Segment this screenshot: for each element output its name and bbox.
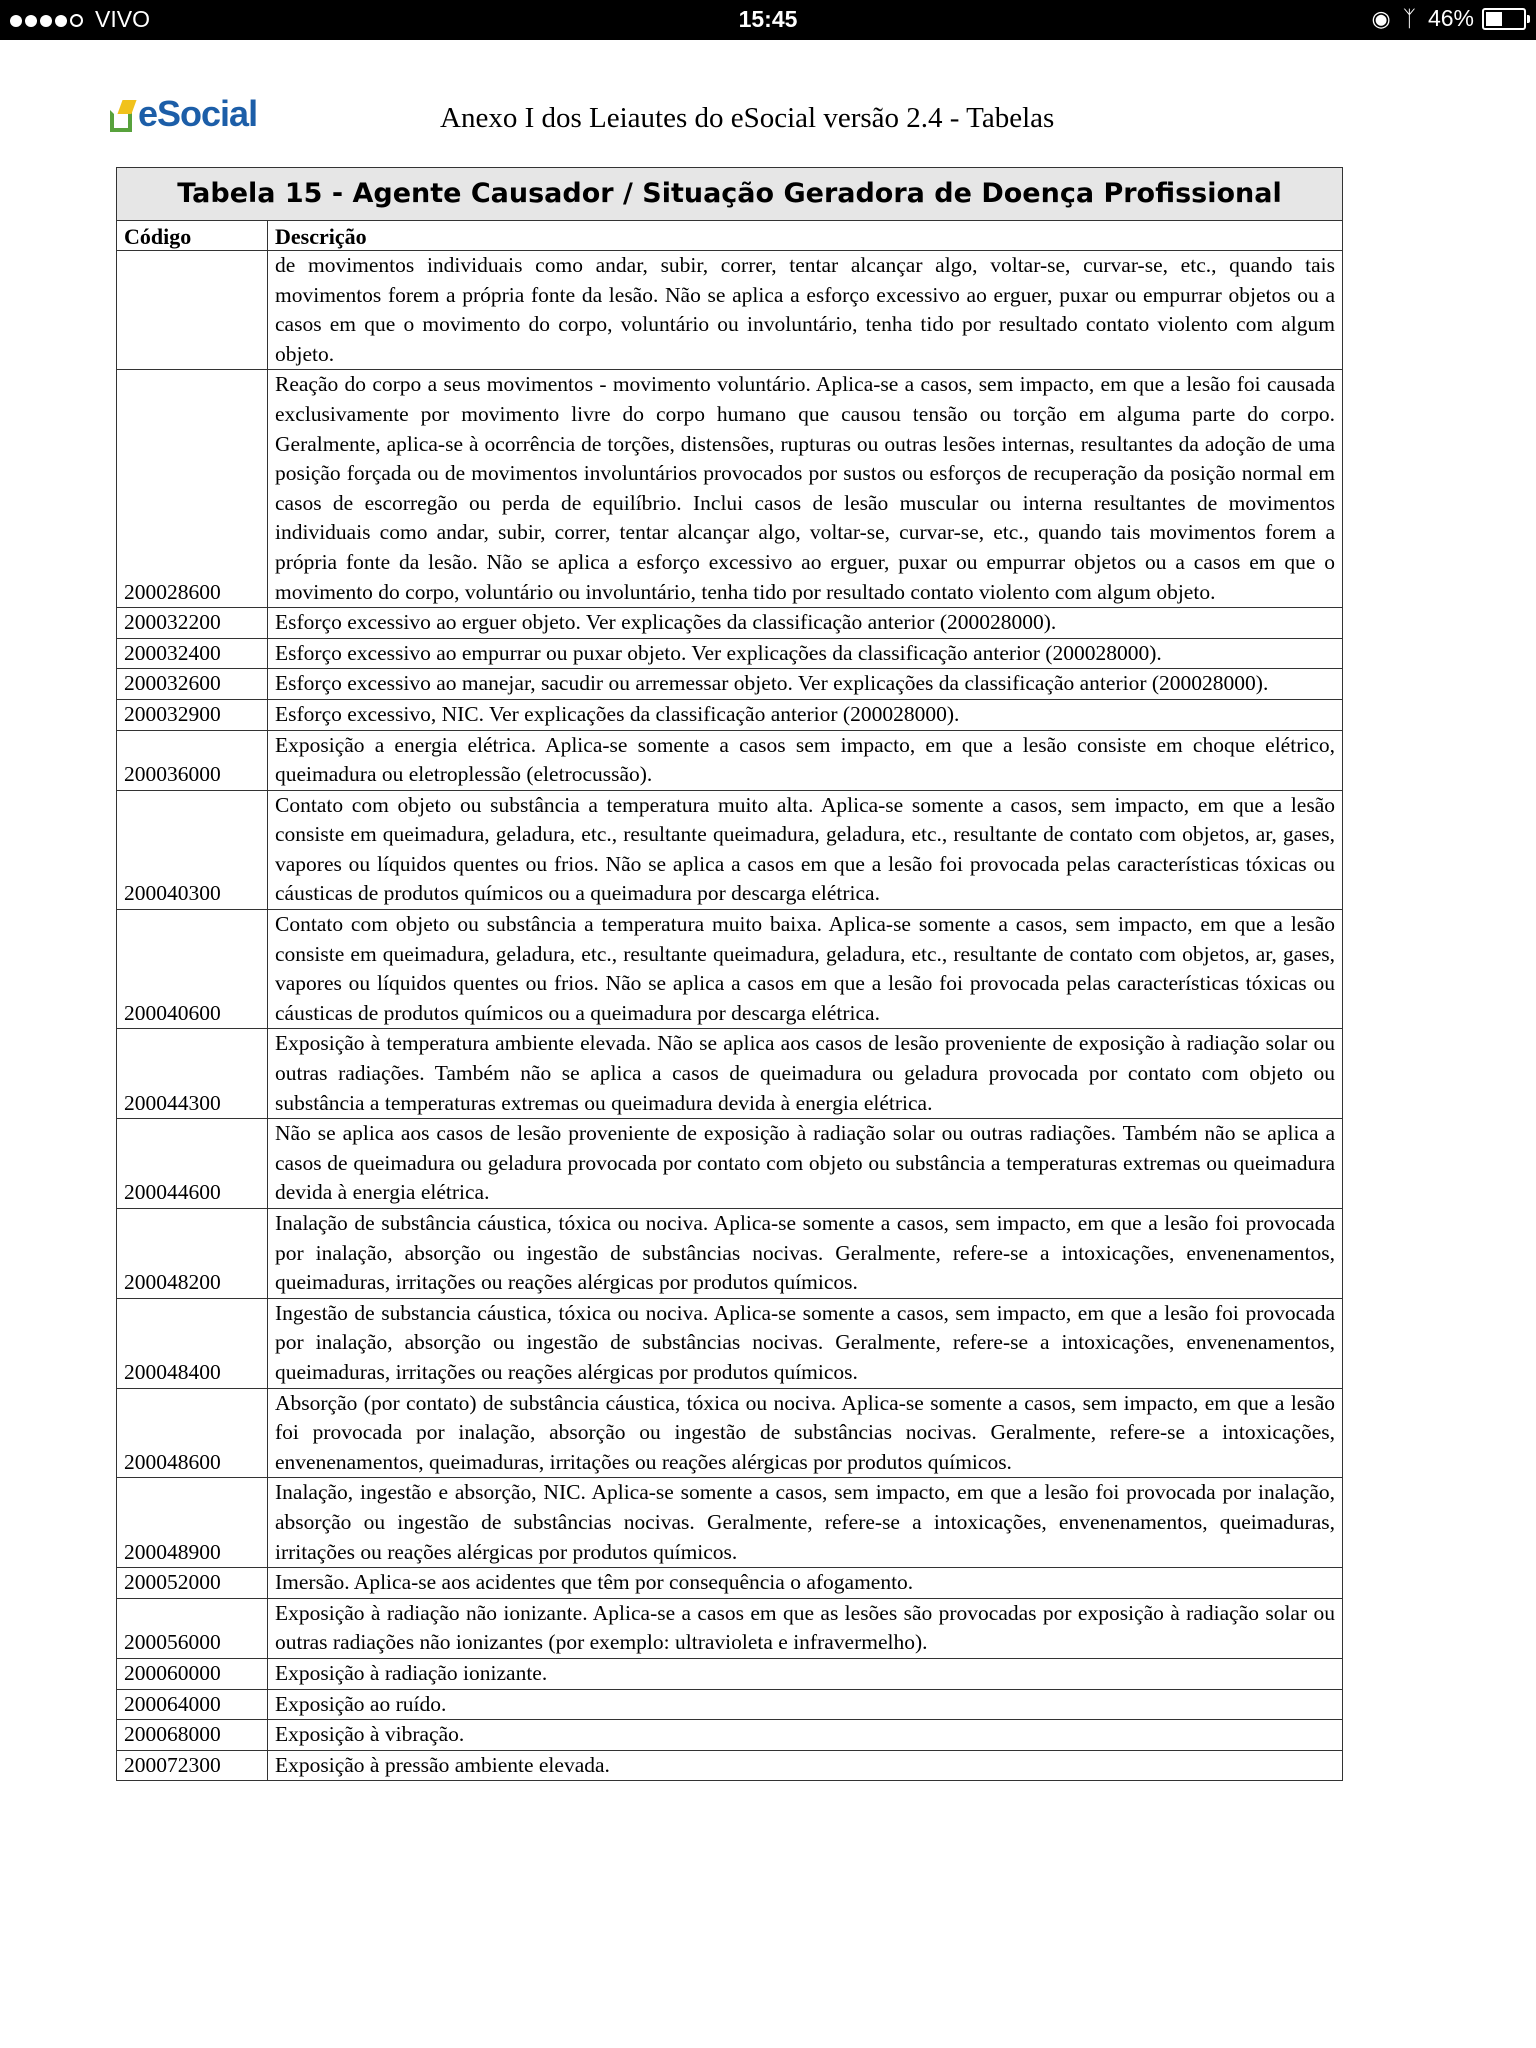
table-row [117,638,1343,669]
row-code: 200068000 [117,1720,268,1751]
row-description: Esforço excessivo ao erguer objeto. Ver explicações da classificação anterior (200028000). [268,608,1343,639]
table-row [117,699,1343,730]
lock-rotation-icon: ◉ [1371,5,1391,31]
esocial-logo-icon [110,100,136,132]
table-row [117,730,1343,790]
table-row [117,251,1343,370]
row-code: 200052000 [117,1568,268,1599]
row-code: 200060000 [117,1658,268,1689]
logo-text: eSocial [138,93,258,134]
row-description: Esforço excessivo ao empurrar ou puxar objeto. Ver explicações da classificação anterior (200028000). [268,638,1343,669]
row-description: Não se aplica aos casos de lesão proveniente de exposição à radiação solar ou outras radiações. Também não se aplica a casos de queimadura ou geladura provocada por contato com objeto ou substância a temperaturas extremas ou queimadura devida à energia elétrica. [268,1119,1343,1209]
table-title: Tabela 15 - Agente Causador / Situação Geradora de Doença Profissional [117,168,1343,221]
row-code: 200056000 [117,1598,268,1658]
row-description: Exposição a energia elétrica. Aplica-se somente a casos sem impacto, em que a lesão consiste em choque elétrico, queimadura ou eletroplessão (eletrocussão). [268,730,1343,790]
table-row [117,1298,1343,1388]
row-description: Imersão. Aplica-se aos acidentes que têm por consequência o afogamento. [268,1568,1343,1599]
carrier-name: VIVO [95,6,150,32]
row-code: 200040600 [117,910,268,1029]
row-description: Exposição ao ruído. [268,1689,1343,1720]
table-row [117,1388,1343,1478]
row-description: Esforço excessivo, NIC. Ver explicações da classificação anterior (200028000). [268,699,1343,730]
row-code: 200048600 [117,1388,268,1478]
status-right [1372,5,1526,32]
agent-table [116,167,1343,1781]
table-row [117,1029,1343,1119]
row-description: Exposição à vibração. [268,1720,1343,1751]
row-code: 200064000 [117,1689,268,1720]
table-row [117,1119,1343,1209]
row-description: Inalação de substância cáustica, tóxica ou nociva. Aplica-se somente a casos, sem impacto, em que a lesão foi provocada por inalação, absorção ou ingestão de substâncias nocivas. Geralmente, refere-se a intoxicações, envenenamentos, queimaduras, irritações ou reações alérgicas por produtos químicos. [268,1209,1343,1299]
row-code: 200032200 [117,608,268,639]
bluetooth-icon: ᛉ [1402,5,1416,31]
table-row [117,790,1343,909]
table-row [117,1209,1343,1299]
battery-icon [1482,8,1526,30]
row-description: de movimentos individuais como andar, subir, correr, tentar alcançar algo, voltar-se, curvar-se, etc., quando tais movimentos forem a própria fonte da lesão. Não se aplica a esforço excessivo ao erguer, puxar ou empurrar objetos ou a casos em que o movimento do corpo, voluntário ou involuntário, tenha tido por resultado contato violento com algum objeto. [268,251,1343,370]
row-description: Reação do corpo a seus movimentos - movimento voluntário. Aplica-se a casos, sem impacto, em que a lesão foi causada exclusivamente por movimento livre do corpo humano que causou tensão ou torção em alguma parte do corpo. Geralmente, aplica-se à ocorrência de torções, distensões, rupturas ou outras lesões internas, resultantes da adoção de uma posição forçada ou de movimentos involuntários provocados por sustos ou esforços de recuperação da posição normal em casos de escorregão ou perda de equilíbrio. Inclui casos de lesão muscular ou interna resultantes de movimentos individuais como andar, subir, correr, tentar alcançar algo, voltar-se, curvar-se, etc., quando tais movimentos forem a própria fonte da lesão. Não se aplica a esforço excessivo ao erguer, puxar ou empurrar objetos ou a casos em que o movimento do corpo, voluntário ou involuntário, tenha tido por resultado contato violento com algum objeto. [268,370,1343,608]
row-code: 200048900 [117,1478,268,1568]
row-code: 200032900 [117,699,268,730]
column-header-description: Descrição [268,221,1343,251]
row-description: Ingestão de substancia cáustica, tóxica ou nociva. Aplica-se somente a casos, sem impacto, em que a lesão foi provocada por inalação, absorção ou ingestão de substâncias nocivas. Geralmente, refere-se a intoxicações, envenenamentos, queimaduras, irritações ou reações alérgicas por produtos químicos. [268,1298,1343,1388]
row-code: 200048200 [117,1209,268,1299]
esocial-logo [110,93,258,134]
table-row [117,1658,1343,1689]
row-code [117,251,268,370]
table-row [117,1750,1343,1781]
row-description: Inalação, ingestão e absorção, NIC. Aplica-se somente a casos, sem impacto, em que a lesão foi provocada por inalação, absorção ou ingestão de substâncias nocivas. Geralmente, refere-se a intoxicações, envenenamentos, queimaduras, irritações ou reações alérgicas por produtos químicos. [268,1478,1343,1568]
battery-percent: 46% [1427,5,1474,31]
table-row [117,1689,1343,1720]
status-time: 15:45 [738,6,798,32]
table-row [117,1720,1343,1751]
row-code: 200032400 [117,638,268,669]
row-code: 200044300 [117,1029,268,1119]
row-description: Contato com objeto ou substância a temperatura muito baixa. Aplica-se somente a casos, sem impacto, em que a lesão consiste em queimadura, geladura, etc., resultante queimadura, geladura, etc., resultante de contato com objetos, ar, gases, vapores ou líquidos quentes ou frios. Não se aplica a casos em que a lesão foi provocada pelas características tóxicas ou cáusticas de produtos químicos ou a queimadura por descarga elétrica. [268,910,1343,1029]
row-description: Absorção (por contato) de substância cáustica, tóxica ou nociva. Aplica-se somente a casos, sem impacto, em que a lesão foi provocada por inalação, absorção ou ingestão de substâncias nocivas. Geralmente, refere-se a intoxicações, envenenamentos, queimaduras, irritações ou reações alérgicas por produtos químicos. [268,1388,1343,1478]
row-description: Exposição à radiação não ionizante. Aplica-se a casos em que as lesões são provocadas por exposição à radiação solar ou outras radiações não ionizantes (por exemplo: ultravioleta e infravermelho). [268,1598,1343,1658]
column-header-code: Código [117,221,268,251]
table-row [117,669,1343,700]
table-row [117,910,1343,1029]
table-row [117,370,1343,608]
document-title: Anexo I dos Leiautes do eSocial versão 2.4 - Tabelas [440,102,1055,134]
row-code: 200036000 [117,730,268,790]
row-code: 200032600 [117,669,268,700]
table-container [116,167,1343,1781]
table-row [117,1478,1343,1568]
row-description: Esforço excessivo ao manejar, sacudir ou arremessar objeto. Ver explicações da classificação anterior (200028000). [268,669,1343,700]
row-description: Exposição à pressão ambiente elevada. [268,1750,1343,1781]
table-row [117,1598,1343,1658]
row-code: 200072300 [117,1750,268,1781]
table-body [117,251,1343,1781]
status-bar [0,0,1536,40]
row-description: Exposição à temperatura ambiente elevada. Não se aplica aos casos de lesão proveniente de exposição à radiação solar ou outras radiações. Também não se aplica a casos de queimadura ou geladura provocada por contato com objeto ou substância a temperaturas extremas ou queimadura devida à energia elétrica. [268,1029,1343,1119]
row-code: 200044600 [117,1119,268,1209]
row-description: Contato com objeto ou substância a temperatura muito alta. Aplica-se somente a casos, sem impacto, em que a lesão consiste em queimadura, geladura, etc., resultante queimadura, geladura, etc., resultante de contato com objetos, ar, gases, vapores ou líquidos quentes ou frios. Não se aplica a casos em que a lesão foi provocada pelas características tóxicas ou cáusticas de produtos químicos ou a queimadura por descarga elétrica. [268,790,1343,909]
row-code: 200040300 [117,790,268,909]
row-code: 200048400 [117,1298,268,1388]
row-description: Exposição à radiação ionizante. [268,1658,1343,1689]
row-code: 200028600 [117,370,268,608]
table-row [117,1568,1343,1599]
table-row [117,608,1343,639]
